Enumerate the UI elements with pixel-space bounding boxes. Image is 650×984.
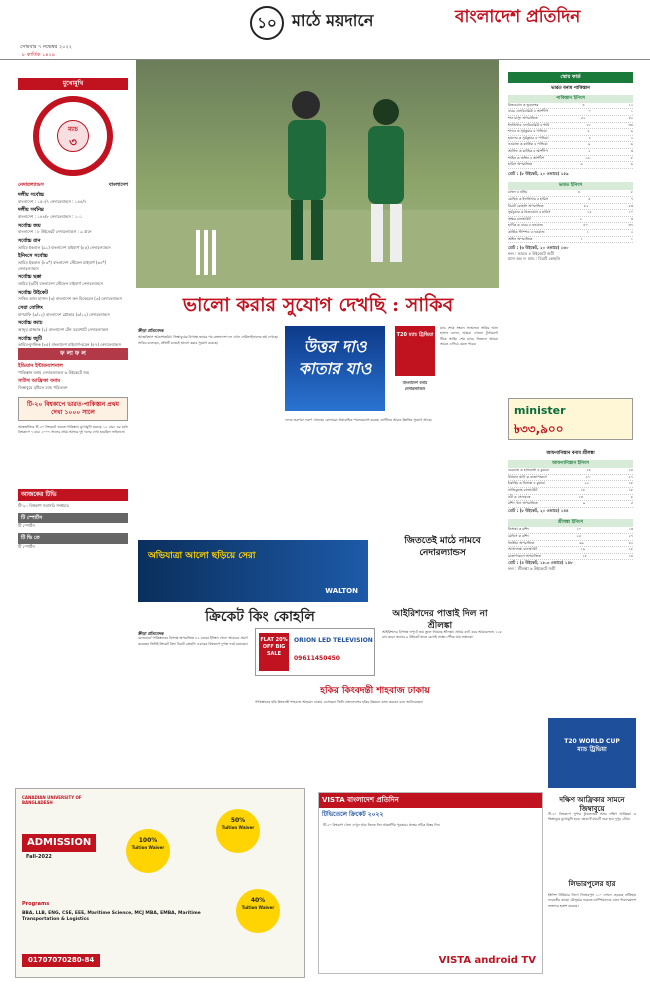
- score-cell: রশিদ খান অপরাজিত: [508, 501, 538, 506]
- article-body-2: ম্যাচ শেষে সংবাদ সম্মেলনে সাকিব আল হাসান বলেন, আমরা এখনো টুর্নামেন্টে টিকে আছি। শেষ ম্যাচে জিতলে আমরা আরও এগিয়ে যেতে পারব।: [440, 326, 498, 346]
- score-row: [508, 109, 633, 116]
- scorecard: [508, 72, 633, 262]
- waiver-pct-3: 40%: [250, 897, 266, 904]
- kohli-headline: ক্রিকেট কিং কোহলি: [205, 609, 315, 625]
- score-cell: শাহিন ক অশ্বিন ব আর্শদীপ: [508, 155, 545, 160]
- score-row: [508, 488, 633, 495]
- score-row: [508, 547, 633, 554]
- innings1-rows: [508, 103, 633, 169]
- score-row: [508, 468, 633, 475]
- waiver-label-3: Tuition Waiver: [241, 905, 275, 911]
- stat-title: সর্বোচ্চ জুটি: [18, 335, 42, 342]
- score-cell: ২: [588, 149, 591, 154]
- stats-list: [18, 192, 128, 348]
- tv-row-2: টি স্পোর্টস: [18, 543, 35, 549]
- programs-label: Programs: [22, 901, 50, 907]
- orion-sale: FLAT 20% OFF BIG SALE: [259, 633, 289, 671]
- score-cell: ৩৭: [628, 223, 633, 228]
- score-cell: ৫১: [586, 122, 592, 127]
- fixture2-body: জিম্বাবুয়ে বৃষ্টিতে ম্যাচ পরিত্যক্ত: [18, 385, 68, 391]
- face-off-title: মুখোমুখি: [18, 78, 128, 90]
- score-cell: ১৮: [628, 547, 633, 552]
- t20-match: ম্যাচ ট্রিভিয়া: [577, 746, 607, 754]
- score-cell: নিসাঙ্কা ক রশিদ: [508, 527, 530, 532]
- intro-article: আন্তর্জাতিক টি-২০ ক্রিকেটে ভারত-পাকিস্তান মুখোমুখি হয়েছে ১২ বার। এর মধ্যে বিশ্বকাপে ৭ বার। ২০০৭ সালের প্রথম আসরে দুই দলের দেখা হয়েছিল ফাইনালে।: [18, 424, 128, 435]
- stat-value: তামিম ইকবাল (৯১) বাংলাদেশ মাইবার্গ (৮৫) নেদারল্যান্ডস: [18, 244, 111, 250]
- score-cell: ৪: [582, 102, 585, 107]
- walton-brand: WALTON: [325, 586, 358, 595]
- result-line: ফল : ভারত ৪ উইকেটে জয়ী: [508, 250, 555, 256]
- players-photo: [136, 60, 499, 288]
- waiver-badge-1: [126, 829, 170, 873]
- orion-ad: [255, 628, 375, 676]
- stat-value: সাকিব আল হাসান (৩) বাংলাদেশ ফন মিকেরেন (৩) নেদারল্যান্ডস: [18, 296, 122, 302]
- score-cell: ১৮: [580, 487, 586, 492]
- hockey-body: পাকিস্তানের হকি কিংবদন্তী শাহবাজ আহমেদ ঢাকায় এসেছেন। তিনি বাংলাদেশের হকির উন্নয়নে কাজ করবেন বলে জানিয়েছেন।: [255, 700, 424, 704]
- score-row: [508, 149, 633, 156]
- t20-label: T20 WORLD CUP: [564, 738, 620, 745]
- result2-line: ফল : শ্রীলঙ্কা ৬ উইকেটে জয়ী: [508, 565, 556, 571]
- fixture2-head: সাউথ আফ্রিকা বনাম: [18, 378, 61, 385]
- score-cell: ৫: [630, 501, 633, 506]
- stat-value: আব্দুর রাজ্জাক (২) বাংলাদেশ টেন ডয়েশ্যাট নেদারল্যান্ডস: [18, 326, 109, 332]
- score-cell: ৩৪: [628, 122, 633, 127]
- score-cell: অক্ষর রানআউট: [508, 216, 531, 221]
- score-row: [508, 230, 633, 237]
- innings1-total: মোট : (৮ উইকেট, ২০ ওভারে) ১৫৯: [508, 170, 569, 176]
- score-cell: ২: [630, 135, 633, 140]
- score-cell: ১৬: [585, 155, 590, 160]
- score-cell: কার্তিক স্টাম্পড ব নওয়াজ: [508, 230, 545, 235]
- team-b: বাংলাদেশ: [108, 182, 128, 189]
- score-cell: ৪: [588, 197, 591, 202]
- score-cell: ৫: [587, 129, 590, 134]
- score-cell: ১৩: [578, 494, 583, 499]
- score-cell: আসিফ ক কার্তিক ব আর্শদীপ: [508, 149, 548, 154]
- innings3-title: আফগানিস্তান ইনিংস: [508, 460, 633, 468]
- score-cell: হারিস অপরাজিত: [508, 162, 533, 167]
- score-cell: ৩: [630, 216, 633, 221]
- score-cell: ৬: [630, 162, 633, 167]
- innings3-total: মোট : (৮ উইকেট, ২০ ওভারে) ১৪৪: [508, 507, 569, 513]
- score-cell: সূর্যকুমার ক রিজওয়ান ব হারিস: [508, 210, 551, 215]
- score-cell: ৫৩: [628, 203, 633, 208]
- score-row: [508, 501, 633, 508]
- reporter-byline: ক্রীড়া প্রতিবেদক: [138, 328, 164, 333]
- score-row: [508, 237, 633, 244]
- score-cell: ৬: [630, 129, 633, 134]
- score-cell: ১: [630, 236, 633, 241]
- kohli-article: [138, 628, 248, 736]
- score-cell: বাবর এলবিডব্লিউ ব আর্শদীপ: [508, 109, 549, 114]
- score-cell: ১৯: [580, 547, 586, 552]
- score-cell: ৮: [630, 155, 633, 160]
- score-row: [508, 156, 633, 163]
- score-row: [508, 527, 633, 534]
- match1-title: ভারত বনাম পাকিস্তান: [551, 85, 590, 91]
- stat-title: সর্বোচ্চ উইকেট: [18, 289, 49, 296]
- scorecard-2: [508, 448, 633, 572]
- innings2-title: ভারত ইনিংস: [508, 182, 633, 190]
- score-cell: নবী ক সেনারত্নে: [508, 494, 531, 499]
- page-header: [0, 0, 650, 60]
- mom-line: ম্যান অব দ্য ম্যাচ : বিরাট কোহলি: [508, 256, 561, 262]
- match-preview: বাংলাদেশ বনাম নেদারল্যান্ডস: [402, 380, 428, 391]
- score-cell: আসালাঙ্কা রানআউট: [508, 547, 538, 552]
- score-row: [508, 116, 633, 123]
- score-cell: ৬: [630, 142, 633, 147]
- stat-title: ইনিংসে সর্বোচ্চ: [18, 253, 48, 260]
- left-column: [18, 78, 128, 348]
- vista-ad: [318, 792, 543, 974]
- tv-title: আজকের টিভি: [18, 489, 128, 501]
- stat-value: বাংলাদেশ : ৮ উইকেটে নেদারল্যান্ডস : ৯ রানে: [18, 229, 92, 235]
- score-row: [508, 162, 633, 169]
- score-row: [508, 190, 633, 197]
- score-row: [508, 129, 633, 136]
- netherlands-headline: জিততেই মাঠে নামবে নেদারল্যান্ডস: [404, 536, 481, 559]
- orion-brand: ORION LED TELEVISION: [294, 637, 373, 644]
- fixtures-title: ফ লা ফ ল: [18, 348, 128, 360]
- innings1-title: পাকিস্তান ইনিংস: [508, 95, 633, 103]
- admission-label: ADMISSION: [22, 834, 96, 852]
- fixture1-body: পাকিস্তান বনাম নেদারল্যান্ডস ৬ উইকেটে জয়: [18, 369, 90, 375]
- score-cell: ৬: [580, 162, 583, 167]
- stat-title: সর্বোচ্চ ক্যাচ: [18, 320, 43, 327]
- score-cell: ২৪: [628, 468, 633, 473]
- stat-value: বাংলাদেশ : ১৪৪/৮ নেদারল্যান্ডস : ১০১: [18, 213, 83, 219]
- score-row: [508, 210, 633, 217]
- score-cell: ১২: [628, 102, 633, 107]
- stat-title: দলীয় সর্বনিম্ন: [18, 207, 44, 214]
- match-count-inner: [57, 120, 89, 152]
- innings2-total: মোট : (৬ উইকেট, ২০ ওভারে) ১৬০: [508, 245, 569, 251]
- fixtures-block: [18, 348, 128, 549]
- stat-value: বাংলাদেশ : ১৫০/৭ নেদারল্যান্ডস : ১৪৪/৭: [18, 198, 87, 204]
- university-ad: [15, 788, 305, 978]
- article-body-3: দলের তরুণরা দারুণ খেলছে। বোলাররা ধারাবাহিক পারফরম্যান্স করছে। ব্যাটিংয়ে আরও উন্নতির সুযোগ আছে।: [285, 418, 432, 422]
- score-cell: নওয়াজ ক কার্তিক ব পান্ডিয়া: [508, 142, 548, 147]
- liverpool-body: ইংলিশ প্রিমিয়ার লিগে লিভারপুল ১-০ গোলে হেরেছে নটিংহাম ফরেস্টের কাছে। মৌসুমের শুরুতে চ্যাম্পিয়নদের এমন পারফরম্যান্স ভক্তদের হতাশ করেছে।: [548, 893, 636, 908]
- score-cell: ১: [586, 230, 589, 235]
- score-row: [508, 475, 633, 482]
- t20-trivia-badge: [548, 718, 636, 788]
- score-cell: গুরবাজ ক হাসারাঙ্গা ব কুমারা: [508, 468, 549, 473]
- match-count: ৩: [69, 135, 77, 150]
- stat-value: তামিম (৬টি) বাংলাদেশ স্টেফেন মাইবার্গ নেদারল্যান্ডস: [18, 280, 103, 286]
- score-cell: ২: [579, 216, 582, 221]
- tv-row-title-1: টি স্পোর্টস: [18, 513, 128, 524]
- match-count-circle: [33, 96, 113, 176]
- vista-brand: VISTA android TV: [438, 954, 536, 966]
- stat-title: সর্বোচ্চ রান: [18, 237, 41, 244]
- score-cell: ০: [588, 109, 591, 114]
- zim-headline: দক্ষিণ আফ্রিকার সামনে জিম্বাবুয়ে: [559, 795, 625, 814]
- date-line: সোমবার ৭ নভেম্বর ২০২২: [20, 44, 72, 50]
- stat-value: মাশরাফি (৩/১২) বাংলাদেশ গ্লোভার (৩/১২) নেদারল্যান্ডস: [18, 311, 110, 317]
- tv-text: টি-২০ বিশ্বকাপ সরাসরি সম্প্রচার: [18, 503, 69, 509]
- minister-ad: [508, 398, 633, 440]
- kohli-body: মেলবোর্নে পাকিস্তানের বিপক্ষে অপরাজিত ৮২ রানের ইনিংস খেলে আবারও প্রমাণ করেছেন তিনিই ক্রিকেট কিং। বিরাট কোহলি এবারের বিশ্বকাপে দুর্দান্ত ফর্মে রয়েছেন।: [138, 636, 248, 646]
- score-cell: ১৩: [628, 527, 633, 532]
- score-row: [508, 534, 633, 541]
- main-headline: ভালো করার সুযোগ দেখছি : সাকিব: [182, 294, 454, 316]
- waiver-pct-2: 50%: [230, 817, 246, 824]
- vista-title: VISTA বাংলাদেশ প্রতিদিন: [319, 793, 542, 808]
- score-cell: ধনঞ্জয়া অপরাজিত: [508, 540, 535, 545]
- university-name: CANADIAN UNIVERSITY OF BANGLADESH: [22, 795, 82, 806]
- info-banner: [18, 397, 128, 421]
- innings4-total: মোট : (৪ উইকেট, ১৮.৩ ওভারে) ১৪৮: [508, 560, 573, 566]
- stat-value: তামিম-মুশফিক (৮৫) বাংলাদেশ মাইবার্গ-বরেন (৫৭) নেদারল্যান্ডস: [18, 342, 121, 348]
- stat-title: সেরা বোলিং: [18, 304, 43, 311]
- score-cell: ৯: [587, 142, 591, 147]
- walton-ad: [138, 540, 368, 602]
- score-cell: অশ্বিন অপরাজিত: [508, 236, 533, 241]
- walton-tagline: অভিযাত্রা আলো ছড়িয়ে সেরা: [148, 551, 256, 561]
- score-cell: ২: [630, 230, 633, 235]
- score-cell: বিরাট কোহলি অপরাজিত: [508, 203, 544, 208]
- waiver-label-2: Tuition Waiver: [221, 825, 255, 831]
- score-cell: ৯: [583, 501, 586, 506]
- score-cell: ১৮: [628, 487, 633, 492]
- admission-term: Fall-2022: [26, 854, 52, 860]
- main-article: [138, 325, 278, 485]
- stat-title: সর্বোচ্চ ছক্কা: [18, 274, 42, 281]
- hockey-headline: হকির কিংবদন্তী শাহবাজ ঢাকায়: [320, 686, 430, 696]
- masthead-logo: বাংলাদেশ প্রতিদিন: [455, 7, 581, 27]
- score-cell: রাহুল ব নসিম: [508, 190, 528, 195]
- waiver-label-1: Tuition Waiver: [131, 845, 165, 851]
- innings2-rows: [508, 190, 633, 243]
- liverpool-headline: লিভারপুলের হার: [568, 880, 616, 888]
- score-cell: ২৫: [576, 533, 581, 538]
- match2-title: আফগানিস্তান বনাম শ্রীলঙ্কা: [546, 451, 595, 456]
- score-cell: ১৮: [582, 553, 587, 558]
- score-cell: ৪২: [628, 116, 633, 121]
- phone-number[interactable]: 01707070280-84: [22, 954, 100, 967]
- score-cell: ২৭: [628, 474, 633, 479]
- teams-row: [18, 182, 128, 189]
- score-cell: ৪০: [583, 223, 588, 228]
- score-cell: ৮: [630, 190, 633, 195]
- innings4-rows: [508, 527, 633, 560]
- stat-value: তামিম ইকবাল (৮৩*) বাংলাদেশ স্টেফেন মাইবার্গ (৬৪*) নেদারল্যান্ডস: [18, 259, 107, 271]
- score-cell: হায়দার ক সূর্যকুমার ব পান্ডিয়া: [508, 135, 549, 140]
- innings3-rows: [508, 468, 633, 508]
- score-cell: ২৭: [585, 474, 590, 479]
- vista-body: টি-২০ বিশ্বকাপ খেলা দেখুন আর জিতে নিন আকর্ষণীয় পুরস্কার। প্রশ্নের সঠিক উত্তর দিন।: [323, 822, 441, 827]
- score-cell: রাজাপাকসে অপরাজিত: [508, 553, 541, 558]
- minister-price: ৳৩৩,৯০০: [514, 422, 564, 436]
- tv-row-1: টি স্পোর্টস: [18, 523, 35, 529]
- score-cell: রিজওয়ান ক ভুবনেশ্বর: [508, 102, 539, 107]
- score-cell: ৬৬: [579, 540, 584, 545]
- srilanka-body: আইরিশদের বিপক্ষে দাপুটে জয় তুলে নিয়েছে শ্রীলঙ্কা। প্রথমে ব্যাট করে আয়ারল্যান্ড ১২৮ রান করে। জবাবে ৯ উইকেট হাতে রেখেই লক্ষ্যে পৌঁছে যায় লঙ্কানরা।: [382, 630, 502, 640]
- vista-subtitle: টিভিতেলে ক্রিকেট ২০২২: [322, 811, 384, 819]
- score-cell: হার্দিক ক বাবর ব নওয়াজ: [508, 223, 543, 228]
- score-cell: ৩: [630, 149, 633, 154]
- score-cell: ৪: [577, 190, 581, 195]
- score-cell: ১০: [576, 527, 582, 532]
- score-cell: ৪২: [628, 540, 633, 545]
- scorecard-title: স্কোর কার্ড: [508, 72, 633, 83]
- score-cell: রোহিত ক ইফতিখার ব হারিস: [508, 197, 549, 202]
- score-cell: ৫২: [580, 116, 586, 121]
- t20-badge: T20 ম্যাচ ট্রিভিয়া: [395, 326, 435, 376]
- minister-brand: minister: [514, 404, 566, 417]
- kohli-byline: ক্রীড়া প্রতিবেদক: [138, 631, 164, 636]
- score-row: [508, 197, 633, 204]
- score-cell: ৭: [630, 197, 633, 202]
- waiver-badge-3: [236, 889, 280, 933]
- score-row: [508, 481, 633, 488]
- score-cell: ২: [588, 135, 591, 140]
- score-cell: শান মাসুদ অপরাজিত: [508, 116, 538, 121]
- match-label: ম্যাচ: [67, 126, 79, 134]
- score-cell: ২৭: [628, 533, 633, 538]
- stat-title: দলীয় সর্বোচ্চ: [18, 191, 45, 198]
- tv-row-title-2: টি ভি তে: [18, 533, 128, 544]
- srilanka-headline: আইরিশদের পাত্তাই দিল না শ্রীলঙ্কা: [392, 609, 488, 632]
- score-cell: ২২: [584, 481, 589, 486]
- score-cell: ১: [580, 236, 583, 241]
- kool-ad: [285, 326, 385, 411]
- banner-text: টি-২০ বিশ্বকাপে ভারত-পাকিস্তান প্রথম দেখা ১০০০ সালে: [26, 400, 119, 416]
- score-cell: ১৮: [628, 481, 633, 486]
- waiver-pct-1: 100%: [138, 837, 158, 844]
- section-title: মাঠে ময়দানে: [292, 11, 374, 30]
- team-a: নেদারল্যান্ডস: [18, 182, 44, 189]
- score-row: [508, 495, 633, 502]
- kool-brand: উত্তর দাও কাতার যাও: [298, 337, 372, 378]
- score-cell: ১৪: [628, 553, 633, 558]
- score-cell: উসমান ঘানি ক রাজাপাকসে: [508, 474, 547, 479]
- score-cell: ইব্রাহিম ক নিসাঙ্কা ব কুমারা: [508, 481, 545, 486]
- waiver-badge-2: [216, 809, 260, 853]
- page-number: ১০: [250, 6, 284, 40]
- innings4-title: শ্রীলঙ্কা ইনিংস: [508, 519, 633, 527]
- score-cell: মেন্ডিস ক রশিদ: [508, 533, 529, 538]
- zim-body: টি-২০ বিশ্বকাপে সুপার টুয়েলভের আজ দক্ষিণ আফ্রিকা ও জিম্বাবুয়ে মুখোমুখি হবে। হোবার্টে ম্যাচটি শুরু হবে দুপুর ২টায়।: [548, 812, 636, 822]
- score-cell: ২৮: [586, 468, 591, 473]
- score-cell: ৮২: [583, 203, 589, 208]
- score-cell: ইফতিখার এলবিডব্লিউ ব শামি: [508, 122, 550, 127]
- sub-date: ৮ কার্তিক ১৪২৯: [22, 52, 56, 58]
- score-cell: ১০: [628, 210, 633, 215]
- score-cell: নাজিবুল্লাহ রানআউট: [508, 487, 538, 492]
- fixture1-head: ইন্ডিয়ান ইন্টারন্যাশনাল: [18, 363, 63, 370]
- players-illustration: [136, 60, 499, 288]
- article-body-1: আত্মবিশ্বাস আকাশছোঁয়া। জিম্বাবুয়ের বিপক্ষে জয়ের পর বাংলাদেশ দল এখন সেমিফাইনালের স্বপ্ন দেখছে। সাকিব বলেছেন, প্রতিটি ম্যাচেই ভালো করার সুযোগ রয়েছে।: [138, 335, 278, 345]
- score-cell: শাদাব ক সূর্যকুমার ব পান্ডিয়া: [508, 129, 547, 134]
- orion-phone: 09611450450: [294, 655, 340, 662]
- score-cell: ১৫: [587, 210, 592, 215]
- score-cell: ১: [630, 109, 633, 114]
- stat-title: সর্বোচ্চ জয়: [18, 222, 41, 229]
- programs-list: BBA, LLB, ENG, CSE, EEE, Maritime Science, MCJ MBA, EMBA, Maritime Transportation & Logistics: [22, 911, 201, 923]
- score-cell: ৮: [630, 494, 633, 499]
